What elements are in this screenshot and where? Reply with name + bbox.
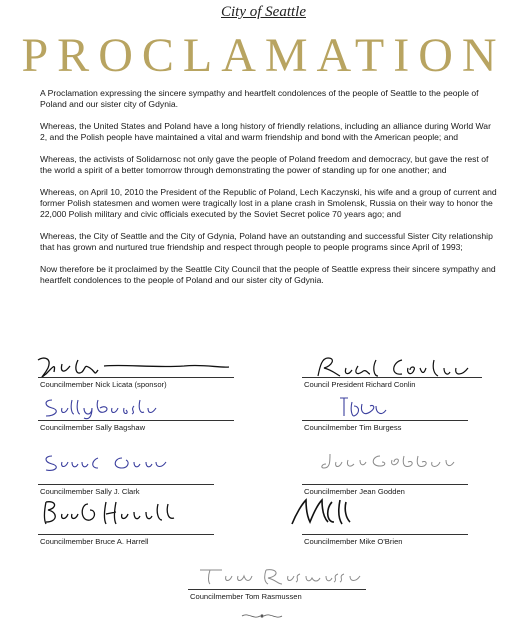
signature-block-godden <box>302 466 468 496</box>
paragraph-proclaimed: Now therefore be it proclaimed by the Seattle City Council that the people of Seattle express their sincere sympathy and heartfelt condolences to the people of Poland and our sister city of Gdynia. <box>40 264 496 285</box>
handwritten-signature-burgess <box>336 394 396 420</box>
signature-block-burgess <box>302 404 468 434</box>
signature-block-conlin <box>302 362 482 392</box>
signature-label-rasmussen: Councilmember Tom Rasmussen <box>190 592 302 601</box>
proclamation-title: PROCLAMATION <box>21 29 506 82</box>
proclamation-body <box>40 88 500 297</box>
signature-label-clark: Councilmember Sally J. Clark <box>40 487 140 496</box>
handwritten-signature-godden <box>320 450 460 474</box>
flourish-ornament-icon <box>240 611 284 621</box>
city-heading: City of Seattle <box>221 4 306 20</box>
signature-label-godden: Councilmember Jean Godden <box>304 487 405 496</box>
signature-block-clark <box>38 466 214 496</box>
paragraph-intro: A Proclamation expressing the sincere sympathy and heartfelt condolences of the people of Seattle to the people of Poland and our sister city of Gdynia. <box>40 88 479 109</box>
handwritten-signature-bagshaw <box>40 394 160 420</box>
signature-block-harrell <box>38 516 214 546</box>
handwritten-signature-clark <box>42 452 172 476</box>
paragraph-whereas-2: Whereas, the activists of Solidarnosc not only gave the people of Poland freedom and democracy, but gave the rest of the world a spirit of a better tomorrow through demonstrating the power of standing up for one another; and <box>40 154 489 175</box>
signature-label-obrien: Councilmember Mike O'Brien <box>304 537 403 546</box>
signature-label-harrell: Councilmember Bruce A. Harrell <box>40 537 149 546</box>
signature-block-obrien <box>302 516 468 546</box>
signature-label-burgess: Councilmember Tim Burgess <box>304 423 402 432</box>
paragraph-whereas-1: Whereas, the United States and Poland have a long history of friendly relations, including an alliance during World War 2, and the Polish people have maintained a vital and warm friendship and bond with the American people; and <box>40 121 491 142</box>
handwritten-signature-rasmussen <box>196 566 366 588</box>
paragraph-whereas-3: Whereas, on April 10, 2010 the President of the Republic of Poland, Lech Kaczynski, his wife and a group of current and former Polish statesmen and women were tragically lost in a plane crash in Smolensk, Russia on their way to honor the 22,000 Polish military and civic officials executed by the Soviet Secret police 70 years ago; and <box>40 187 497 219</box>
signature-block-rasmussen <box>188 578 366 608</box>
signature-label-licata: Councilmember Nick Licata (sponsor) <box>40 380 167 389</box>
paragraph-whereas-4: Whereas, the City of Seattle and the City of Gdynia, Poland have an outstanding and successful Sister City relationship that has grown and nurtured true friendship and respect through people to people programs since April of 1993; <box>40 231 493 252</box>
handwritten-signature-obrien <box>288 498 358 528</box>
handwritten-signature-harrell <box>40 498 180 528</box>
signature-block-licata <box>38 360 234 390</box>
signature-label-conlin: Council President Richard Conlin <box>304 380 416 389</box>
signature-block-bagshaw <box>38 404 234 434</box>
signature-label-bagshaw: Councilmember Sally Bagshaw <box>40 423 146 432</box>
